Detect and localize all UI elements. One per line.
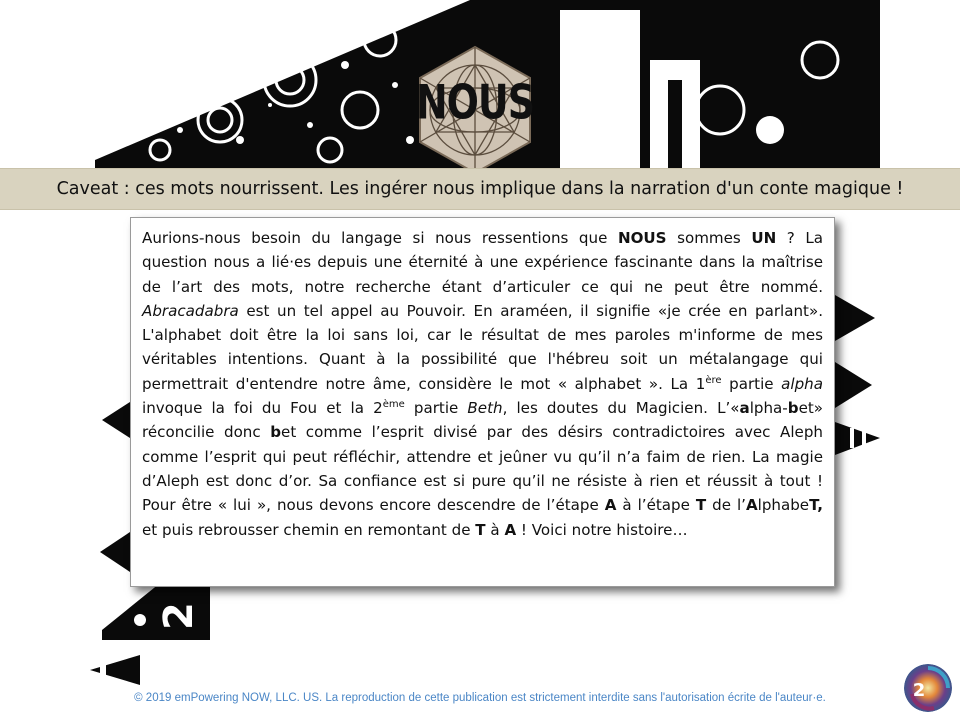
logo-title: NOUS <box>415 74 535 130</box>
main-text-box <box>130 217 835 587</box>
caveat-banner <box>0 168 960 210</box>
page-number: 2 <box>912 680 926 701</box>
copyright-footer: © 2019 emPowering NOW, LLC. US. La reproduction de cette publication est strictement interdite sans l'autorisation écrite de l'auteur·e. <box>134 692 826 704</box>
caveat-text: Caveat : ces mots nourrissent. Les ingérer nous implique dans la narration d'un conte magique ! <box>56 179 904 199</box>
decorative-glyph-2: 2 <box>156 602 202 630</box>
body-text: Aurions-nous besoin du langage si nous ressentions que NOUS sommes UN ? La question nous a lié·es depuis une éternité à une expérience fascinante dans la maîtrise de l’art des mots, notre recherche étant d’articuler ce qui ne peut être nommé. Abracadabra est un tel appel au Pouvoir. En araméen, il signifie «je crée en parlant». L'alphabet doit être la loi sans loi, car le résultat de mes paroles m'informe de mes véritables intentions. Quant à la possibilité que l'hébreu soit un métalangage qui permettrait d'entendre notre âme, considère le mot « alphabet ». La 1ère partie alpha invoque la foi du Fou et la 2ème partie Beth, les doutes du Magicien. L’«alpha-bet» réconcilie donc bet comme l’esprit divisé par des désirs contradictoires avec Aleph comme l’esprit qui peut réfléchir, attendre et jeûner vu qu’il n’a faim de rien. La magie d’Aleph est donc d’or. Sa confiance est si pure qu’il ne résiste à rien et réussit à tout ! Pour être « lui », nous devons encore descendre de l’étape A à l’étape T de l’AlphabeT, et puis rebrousser chemin en remontant de T à A ! Voici notre histoire… <box>142 229 824 539</box>
